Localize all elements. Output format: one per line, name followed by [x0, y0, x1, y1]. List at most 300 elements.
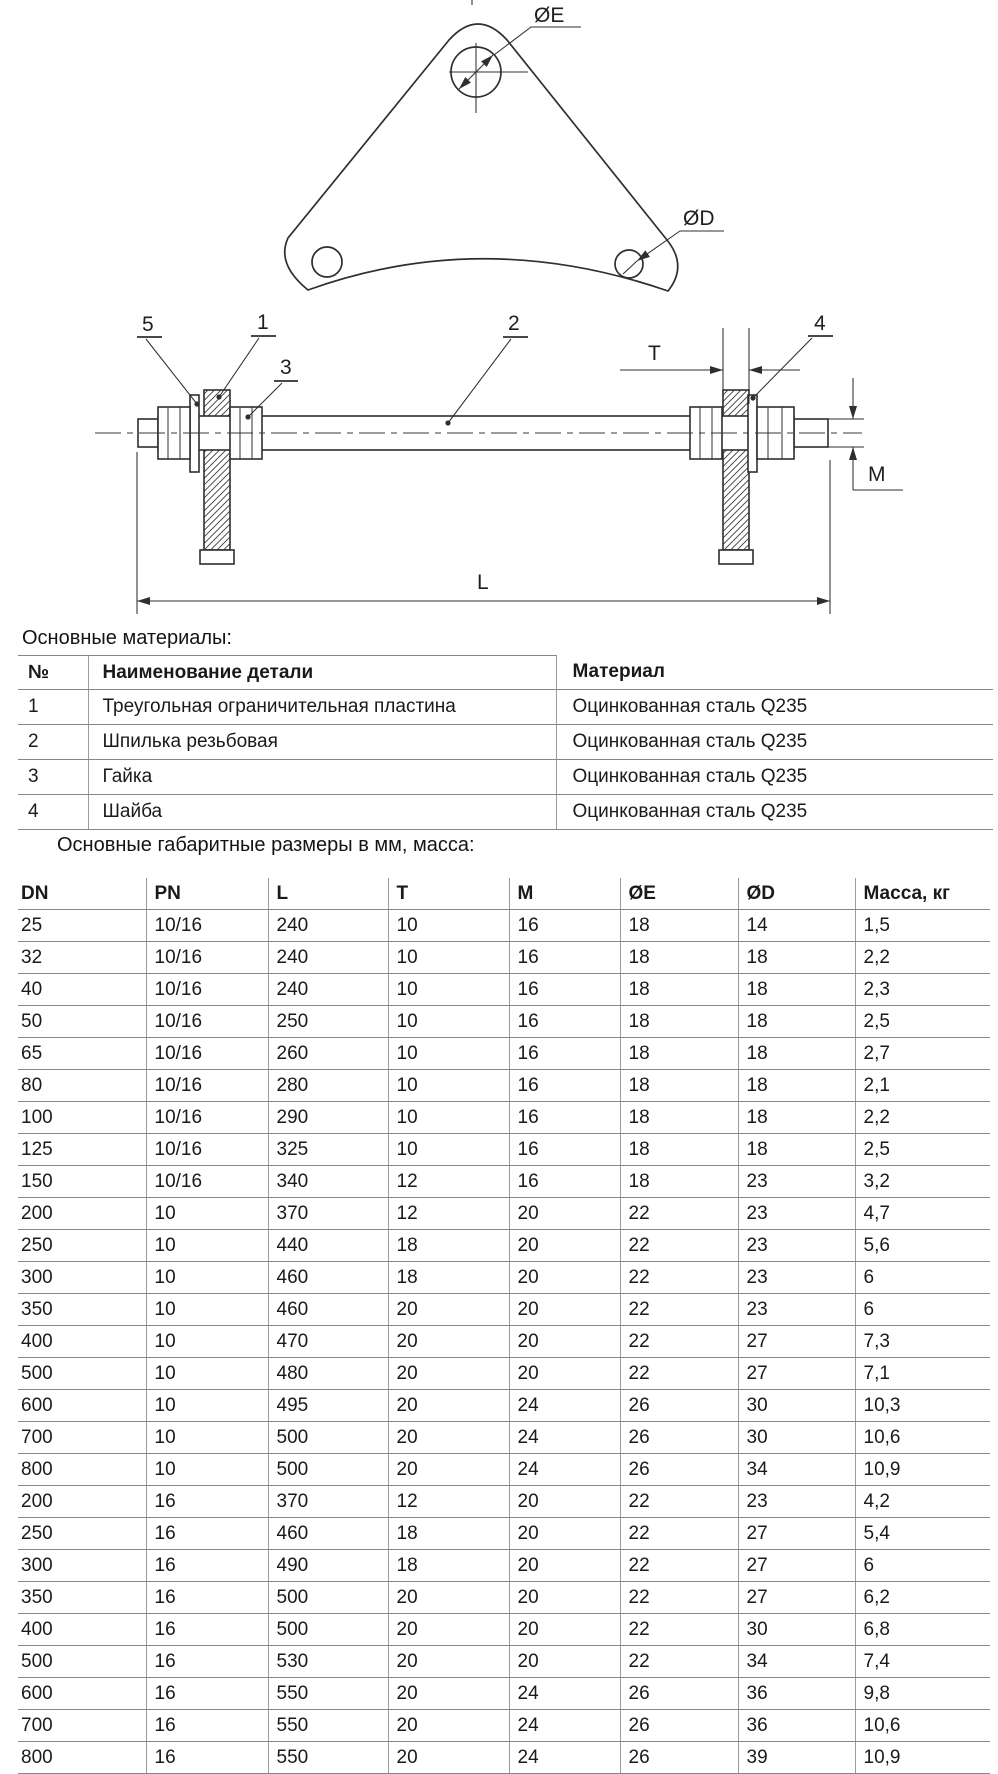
- table-cell: 26: [620, 1742, 738, 1774]
- table-cell: 10/16: [146, 1070, 268, 1102]
- table-cell: 80: [18, 1070, 146, 1102]
- table-row: [18, 1326, 990, 1358]
- table-cell: 18: [620, 1006, 738, 1038]
- table-cell: 2,7: [855, 1038, 990, 1070]
- table-cell: 22: [620, 1582, 738, 1614]
- table-cell: 20: [509, 1646, 620, 1678]
- table-cell: 22: [620, 1198, 738, 1230]
- table-cell: 240: [268, 942, 388, 974]
- table-cell: 20: [388, 1454, 509, 1486]
- table-cell: 20: [509, 1518, 620, 1550]
- table-cell: 10: [388, 1102, 509, 1134]
- table-row: [18, 1582, 990, 1614]
- table-cell: 260: [268, 1038, 388, 1070]
- left-plate-foot: [200, 550, 234, 564]
- materials-heading: Основные материалы:: [22, 627, 232, 649]
- table-cell: 25: [18, 910, 146, 942]
- table-cell: 10/16: [146, 1006, 268, 1038]
- table-cell: 6,8: [855, 1614, 990, 1646]
- table-row: [18, 1070, 990, 1102]
- right-plate-foot: [719, 550, 753, 564]
- table-cell: 600: [18, 1390, 146, 1422]
- table-cell: 500: [268, 1582, 388, 1614]
- dim-col-oe: ØE: [620, 878, 738, 910]
- table-row: [18, 1390, 990, 1422]
- table-cell: 500: [18, 1646, 146, 1678]
- table-cell: 30: [738, 1422, 855, 1454]
- dimensions-header-row: [18, 878, 990, 910]
- table-cell: 18: [620, 1134, 738, 1166]
- table-row: [18, 1454, 990, 1486]
- table-cell: 10: [388, 910, 509, 942]
- table-cell: 20: [509, 1358, 620, 1390]
- table-cell: 200: [18, 1486, 146, 1518]
- callout-2: 2: [508, 312, 520, 335]
- table-cell: 10/16: [146, 1134, 268, 1166]
- table-cell: 24: [509, 1742, 620, 1774]
- table-cell: Оцинкованная сталь Q235: [556, 725, 993, 760]
- table-cell: 16: [509, 942, 620, 974]
- table-cell: 370: [268, 1198, 388, 1230]
- table-cell: 10: [388, 974, 509, 1006]
- table-cell: 470: [268, 1326, 388, 1358]
- oe-label: ØE: [534, 4, 565, 27]
- table-cell: 36: [738, 1678, 855, 1710]
- table-cell: 23: [738, 1294, 855, 1326]
- callout-1: 1: [257, 311, 269, 334]
- table-row: [18, 1614, 990, 1646]
- table-cell: 350: [18, 1582, 146, 1614]
- table-cell: 26: [620, 1710, 738, 1742]
- table-cell: 22: [620, 1614, 738, 1646]
- callout-3: 3: [280, 356, 292, 379]
- table-cell: Оцинкованная сталь Q235: [556, 760, 993, 795]
- table-cell: 6: [855, 1550, 990, 1582]
- table-cell: 18: [620, 974, 738, 1006]
- table-cell: 10: [146, 1422, 268, 1454]
- table-cell: 22: [620, 1518, 738, 1550]
- dim-col-m: M: [509, 878, 620, 910]
- table-cell: 550: [268, 1742, 388, 1774]
- table-cell: 20: [509, 1198, 620, 1230]
- table-cell: 460: [268, 1518, 388, 1550]
- table-cell: 500: [268, 1614, 388, 1646]
- table-cell: 16: [146, 1614, 268, 1646]
- hole-left: [312, 247, 342, 277]
- table-cell: 16: [509, 1166, 620, 1198]
- table-cell: 27: [738, 1518, 855, 1550]
- table-row: [18, 725, 993, 760]
- technical-drawing: [0, 0, 998, 622]
- table-row: [18, 1518, 990, 1550]
- table-cell: 65: [18, 1038, 146, 1070]
- table-cell: 18: [620, 1070, 738, 1102]
- table-cell: 10: [146, 1230, 268, 1262]
- table-cell: 3: [18, 760, 88, 795]
- table-cell: 18: [738, 942, 855, 974]
- table-cell: Шайба: [88, 795, 556, 830]
- table-cell: 10: [388, 1134, 509, 1166]
- t-label: T: [648, 342, 661, 365]
- table-cell: 16: [146, 1646, 268, 1678]
- table-cell: 18: [620, 942, 738, 974]
- table-cell: 6: [855, 1294, 990, 1326]
- table-cell: 14: [738, 910, 855, 942]
- table-cell: 20: [509, 1550, 620, 1582]
- table-cell: 18: [620, 1102, 738, 1134]
- table-cell: 500: [268, 1454, 388, 1486]
- table-cell: 10: [146, 1358, 268, 1390]
- table-cell: 18: [620, 1166, 738, 1198]
- table-cell: 240: [268, 910, 388, 942]
- table-row: [18, 942, 990, 974]
- table-cell: 24: [509, 1710, 620, 1742]
- table-cell: 1,5: [855, 910, 990, 942]
- table-cell: 2,2: [855, 942, 990, 974]
- table-cell: 20: [388, 1710, 509, 1742]
- table-cell: 20: [388, 1582, 509, 1614]
- table-cell: 24: [509, 1678, 620, 1710]
- table-cell: 50: [18, 1006, 146, 1038]
- dim-col-t: T: [388, 878, 509, 910]
- table-cell: 240: [268, 974, 388, 1006]
- table-cell: 16: [146, 1518, 268, 1550]
- table-cell: 6: [855, 1262, 990, 1294]
- hole-e-diameter-arrow-down: [459, 72, 476, 89]
- table-cell: 550: [268, 1678, 388, 1710]
- table-row: [18, 974, 990, 1006]
- table-cell: 16: [509, 1102, 620, 1134]
- dimension-t: [620, 328, 800, 404]
- table-cell: 20: [509, 1486, 620, 1518]
- table-cell: 18: [620, 910, 738, 942]
- table-cell: Шпилька резьбовая: [88, 725, 556, 760]
- materials-header-row: [18, 656, 993, 690]
- table-cell: 10/16: [146, 1166, 268, 1198]
- table-cell: 2,2: [855, 1102, 990, 1134]
- table-cell: 16: [509, 1038, 620, 1070]
- table-cell: 32: [18, 942, 146, 974]
- table-cell: 22: [620, 1230, 738, 1262]
- table-row: [18, 910, 990, 942]
- plate-annotations: [449, 0, 724, 274]
- table-cell: 22: [620, 1294, 738, 1326]
- table-cell: 20: [509, 1614, 620, 1646]
- table-row: [18, 1710, 990, 1742]
- table-cell: 4: [18, 795, 88, 830]
- dim-col-l: L: [268, 878, 388, 910]
- table-cell: 12: [388, 1486, 509, 1518]
- table-cell: 20: [388, 1326, 509, 1358]
- table-cell: 22: [620, 1262, 738, 1294]
- table-row: [18, 1646, 990, 1678]
- table-cell: 6,2: [855, 1582, 990, 1614]
- table-row: [18, 1422, 990, 1454]
- table-cell: 20: [509, 1230, 620, 1262]
- table-cell: 26: [620, 1422, 738, 1454]
- table-cell: 34: [738, 1646, 855, 1678]
- table-cell: 125: [18, 1134, 146, 1166]
- callout-4: 4: [814, 312, 826, 335]
- table-cell: Гайка: [88, 760, 556, 795]
- table-cell: 300: [18, 1262, 146, 1294]
- table-cell: 20: [509, 1582, 620, 1614]
- table-cell: 22: [620, 1646, 738, 1678]
- table-cell: 10,6: [855, 1422, 990, 1454]
- table-cell: 22: [620, 1326, 738, 1358]
- table-cell: 12: [388, 1166, 509, 1198]
- table-cell: 400: [18, 1326, 146, 1358]
- table-cell: 150: [18, 1166, 146, 1198]
- table-row: [18, 1134, 990, 1166]
- table-cell: 4,7: [855, 1198, 990, 1230]
- table-cell: 7,3: [855, 1326, 990, 1358]
- table-cell: 39: [738, 1742, 855, 1774]
- table-cell: 530: [268, 1646, 388, 1678]
- table-cell: 20: [388, 1294, 509, 1326]
- table-row: [18, 1198, 990, 1230]
- table-cell: 490: [268, 1550, 388, 1582]
- table-cell: Оцинкованная сталь Q235: [556, 690, 993, 725]
- table-cell: 16: [509, 1070, 620, 1102]
- table-row: [18, 1166, 990, 1198]
- table-cell: 20: [388, 1422, 509, 1454]
- table-cell: 30: [738, 1614, 855, 1646]
- table-cell: Оцинкованная сталь Q235: [556, 795, 993, 830]
- table-row: [18, 795, 993, 830]
- hole-e-diameter-arrow-up: [476, 55, 493, 72]
- table-cell: 20: [388, 1742, 509, 1774]
- table-cell: 20: [509, 1262, 620, 1294]
- table-cell: 20: [388, 1678, 509, 1710]
- table-cell: 16: [509, 910, 620, 942]
- table-cell: 340: [268, 1166, 388, 1198]
- table-cell: 5,6: [855, 1230, 990, 1262]
- table-cell: 16: [509, 1006, 620, 1038]
- table-cell: 4,2: [855, 1486, 990, 1518]
- dim-col-pn: PN: [146, 878, 268, 910]
- table-cell: 1: [18, 690, 88, 725]
- table-cell: 23: [738, 1262, 855, 1294]
- triangular-plate-outline: [285, 24, 678, 291]
- table-row: [18, 1230, 990, 1262]
- table-cell: 250: [18, 1518, 146, 1550]
- table-cell: 18: [388, 1550, 509, 1582]
- table-cell: 27: [738, 1358, 855, 1390]
- table-cell: 20: [509, 1294, 620, 1326]
- table-cell: 460: [268, 1294, 388, 1326]
- table-cell: 10: [388, 1006, 509, 1038]
- table-cell: 7,4: [855, 1646, 990, 1678]
- table-cell: 16: [146, 1550, 268, 1582]
- m-label: M: [868, 463, 886, 486]
- table-cell: 18: [388, 1262, 509, 1294]
- table-cell: 460: [268, 1262, 388, 1294]
- right-plate-section: [723, 390, 749, 550]
- table-cell: 20: [388, 1646, 509, 1678]
- table-cell: 100: [18, 1102, 146, 1134]
- triangular-plate-view: [285, 24, 678, 291]
- table-cell: 27: [738, 1326, 855, 1358]
- od-leader-tail: [623, 261, 637, 274]
- left-plate-section: [204, 390, 230, 550]
- table-cell: 10: [146, 1454, 268, 1486]
- table-row: [18, 1550, 990, 1582]
- table-cell: 22: [620, 1550, 738, 1582]
- callout-5: 5: [142, 313, 154, 336]
- table-cell: 18: [738, 1070, 855, 1102]
- table-cell: 9,8: [855, 1678, 990, 1710]
- table-cell: 27: [738, 1582, 855, 1614]
- table-cell: 2,1: [855, 1070, 990, 1102]
- table-cell: 18: [738, 1006, 855, 1038]
- table-cell: 20: [388, 1390, 509, 1422]
- table-cell: 10,6: [855, 1710, 990, 1742]
- table-cell: 290: [268, 1102, 388, 1134]
- table-cell: 18: [388, 1230, 509, 1262]
- table-cell: 700: [18, 1422, 146, 1454]
- table-cell: 23: [738, 1486, 855, 1518]
- table-cell: 550: [268, 1710, 388, 1742]
- table-cell: 30: [738, 1390, 855, 1422]
- table-cell: 10/16: [146, 974, 268, 1006]
- table-cell: 24: [509, 1422, 620, 1454]
- table-cell: 20: [509, 1326, 620, 1358]
- od-label: ØD: [683, 207, 715, 230]
- od-leader-arrow: [637, 231, 680, 261]
- table-cell: 200: [18, 1198, 146, 1230]
- table-cell: 18: [388, 1518, 509, 1550]
- table-cell: 10/16: [146, 910, 268, 942]
- table-cell: 2,5: [855, 1006, 990, 1038]
- table-cell: 5,4: [855, 1518, 990, 1550]
- table-cell: 23: [738, 1230, 855, 1262]
- table-cell: 16: [146, 1678, 268, 1710]
- table-cell: 20: [388, 1358, 509, 1390]
- dim-col-dn: DN: [18, 878, 146, 910]
- table-cell: 800: [18, 1742, 146, 1774]
- table-cell: 27: [738, 1550, 855, 1582]
- table-cell: 16: [509, 1134, 620, 1166]
- table-row: [18, 1006, 990, 1038]
- table-cell: 23: [738, 1166, 855, 1198]
- table-cell: 350: [18, 1294, 146, 1326]
- table-cell: 2,3: [855, 974, 990, 1006]
- table-cell: 26: [620, 1678, 738, 1710]
- table-cell: 3,2: [855, 1166, 990, 1198]
- table-row: [18, 690, 993, 725]
- table-cell: 500: [268, 1422, 388, 1454]
- table-cell: 22: [620, 1358, 738, 1390]
- table-cell: 18: [738, 1134, 855, 1166]
- table-cell: 400: [18, 1614, 146, 1646]
- table-cell: 370: [268, 1486, 388, 1518]
- table-cell: 34: [738, 1454, 855, 1486]
- materials-col-material: Материал: [556, 656, 993, 690]
- dimensions-table: [18, 878, 990, 1774]
- table-row: [18, 1038, 990, 1070]
- table-cell: 20: [388, 1614, 509, 1646]
- table-row: [18, 1486, 990, 1518]
- table-cell: 480: [268, 1358, 388, 1390]
- table-cell: 22: [620, 1486, 738, 1518]
- table-row: [18, 760, 993, 795]
- table-cell: 250: [18, 1230, 146, 1262]
- table-cell: 36: [738, 1710, 855, 1742]
- dimension-m: [828, 378, 903, 490]
- table-cell: 16: [509, 974, 620, 1006]
- table-row: [18, 1102, 990, 1134]
- table-cell: 12: [388, 1198, 509, 1230]
- materials-table: [18, 655, 993, 830]
- table-cell: 18: [620, 1038, 738, 1070]
- materials-col-part-name: Наименование детали: [88, 656, 556, 690]
- table-cell: 10/16: [146, 1102, 268, 1134]
- table-cell: 600: [18, 1678, 146, 1710]
- table-cell: 2: [18, 725, 88, 760]
- table-cell: 10,9: [855, 1742, 990, 1774]
- table-cell: 24: [509, 1454, 620, 1486]
- table-row: [18, 1262, 990, 1294]
- table-cell: 10,3: [855, 1390, 990, 1422]
- dim-col-mass: Масса, кг: [855, 878, 990, 910]
- table-cell: 18: [738, 974, 855, 1006]
- table-cell: 10: [146, 1326, 268, 1358]
- table-cell: 10/16: [146, 942, 268, 974]
- table-cell: 16: [146, 1710, 268, 1742]
- table-cell: 300: [18, 1550, 146, 1582]
- table-cell: 7,1: [855, 1358, 990, 1390]
- materials-col-number: №: [18, 656, 88, 690]
- table-cell: 10: [146, 1294, 268, 1326]
- table-cell: 26: [620, 1454, 738, 1486]
- table-cell: 280: [268, 1070, 388, 1102]
- table-row: [18, 1294, 990, 1326]
- table-cell: 40: [18, 974, 146, 1006]
- table-cell: 10: [388, 942, 509, 974]
- table-cell: 18: [738, 1102, 855, 1134]
- table-cell: 250: [268, 1006, 388, 1038]
- table-cell: 10: [388, 1038, 509, 1070]
- table-cell: 16: [146, 1486, 268, 1518]
- table-cell: 10: [146, 1390, 268, 1422]
- table-cell: 26: [620, 1390, 738, 1422]
- table-cell: 23: [738, 1198, 855, 1230]
- table-cell: 16: [146, 1582, 268, 1614]
- table-cell: 500: [18, 1358, 146, 1390]
- table-cell: 325: [268, 1134, 388, 1166]
- l-label: L: [477, 571, 489, 594]
- table-cell: 10/16: [146, 1038, 268, 1070]
- table-cell: 800: [18, 1454, 146, 1486]
- table-row: [18, 1358, 990, 1390]
- table-cell: 2,5: [855, 1134, 990, 1166]
- table-cell: 10: [146, 1198, 268, 1230]
- table-cell: 10,9: [855, 1454, 990, 1486]
- table-cell: 440: [268, 1230, 388, 1262]
- table-row: [18, 1742, 990, 1774]
- table-cell: 10: [388, 1070, 509, 1102]
- table-cell: 10: [146, 1262, 268, 1294]
- dimensions-heading: Основные габаритные размеры в мм, масса:: [57, 834, 475, 856]
- table-cell: 18: [738, 1038, 855, 1070]
- table-cell: 495: [268, 1390, 388, 1422]
- table-cell: Треугольная ограничительная пластина: [88, 690, 556, 725]
- table-cell: 24: [509, 1390, 620, 1422]
- dim-col-od: ØD: [738, 878, 855, 910]
- stud-assembly-view: [95, 311, 903, 614]
- table-cell: 700: [18, 1710, 146, 1742]
